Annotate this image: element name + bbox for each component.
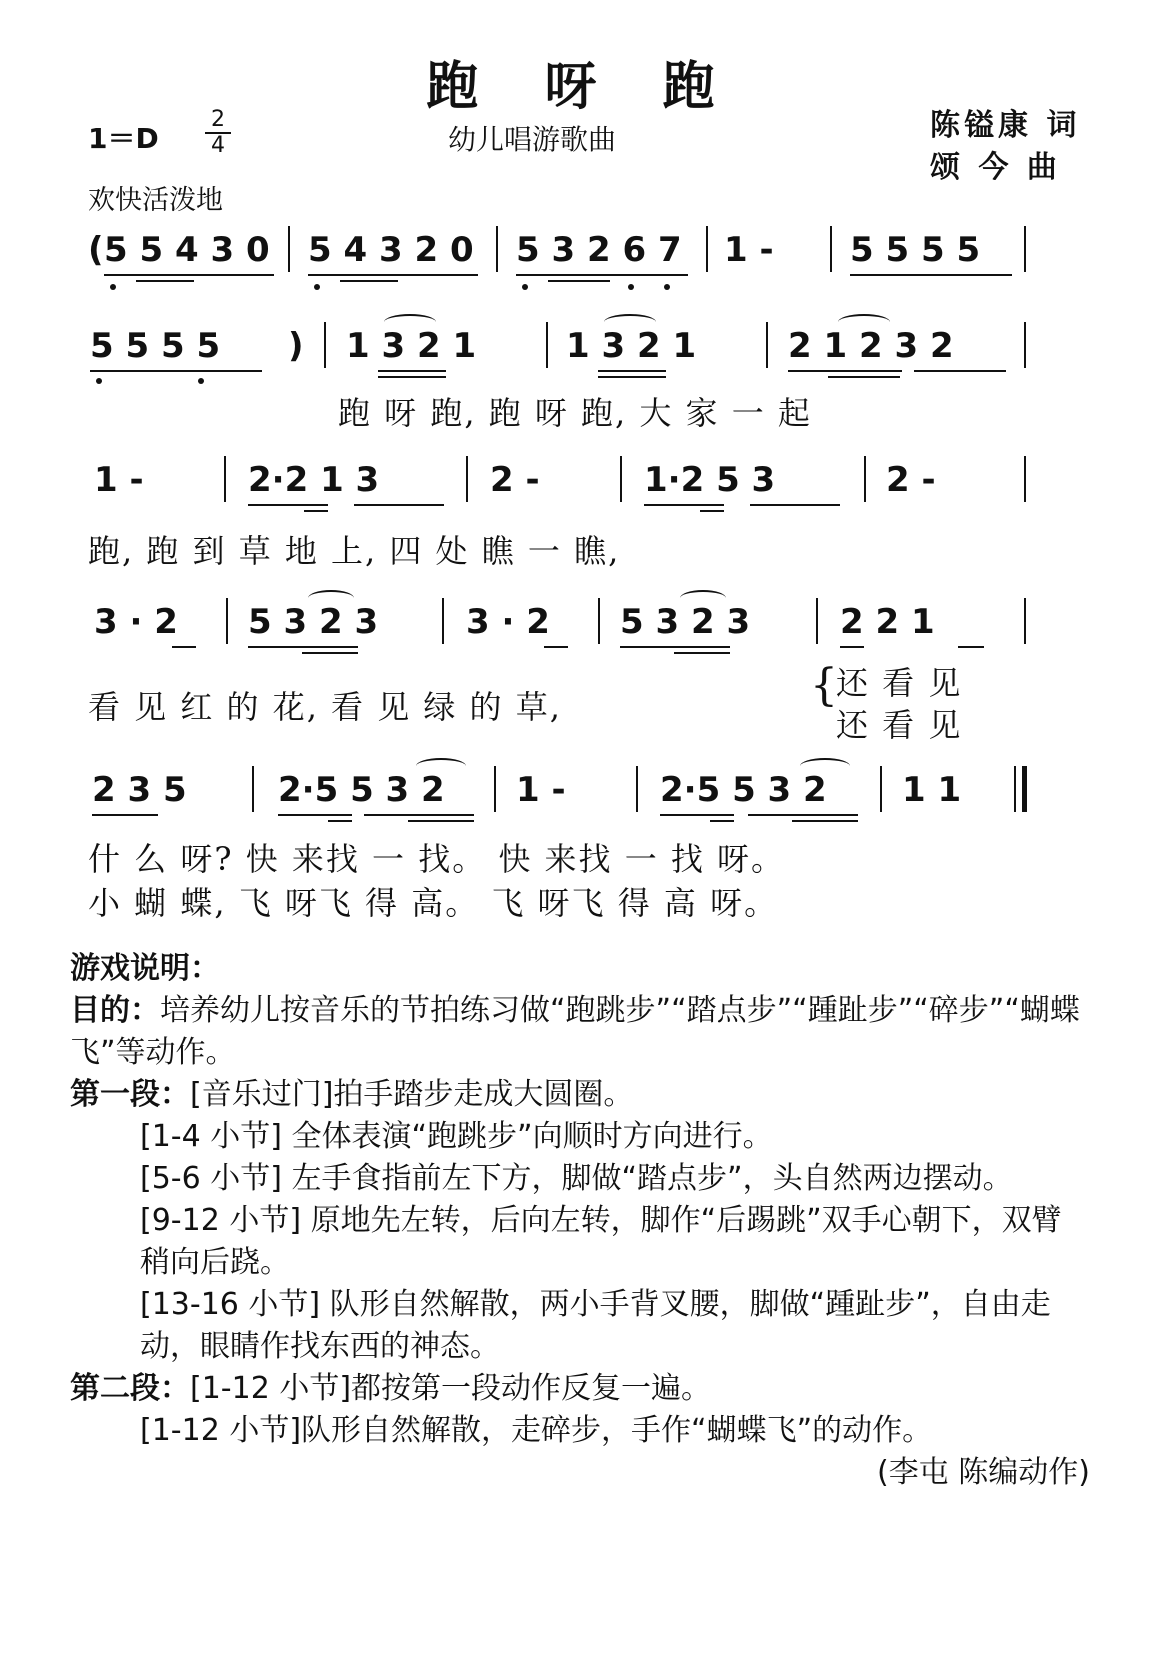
lyrics-line: 跑, 跑 到 草 地 上, 四 处 瞧 一 瞧, bbox=[88, 532, 621, 570]
measure: 5 5 5 5 bbox=[90, 326, 221, 366]
underline bbox=[598, 370, 666, 372]
octave-dot bbox=[198, 378, 204, 384]
section-2 bbox=[70, 1368, 1090, 1410]
barline bbox=[1024, 598, 1026, 644]
octave-dot bbox=[96, 378, 102, 384]
underline bbox=[378, 376, 446, 378]
measure: 5 3 2 3 bbox=[620, 602, 751, 642]
underline bbox=[914, 370, 1006, 372]
section-1-step: [5-6 小节] 左手食指前左下方，脚做“踏点步”，头自然两边摆动。 bbox=[140, 1161, 1013, 1196]
underline bbox=[340, 280, 398, 282]
score-row-3 bbox=[88, 456, 1088, 576]
barline bbox=[880, 766, 882, 812]
measure: 3 · 2 bbox=[466, 602, 550, 642]
measure: 2·5 5 3 2 bbox=[278, 770, 445, 810]
barline bbox=[1024, 322, 1026, 368]
underline bbox=[248, 504, 328, 506]
underline bbox=[172, 646, 196, 648]
measure: 2·2 1 3 bbox=[248, 460, 380, 500]
barline bbox=[598, 598, 600, 644]
barline bbox=[816, 598, 818, 644]
barline bbox=[1024, 456, 1026, 502]
octave-dot bbox=[110, 284, 116, 290]
underline bbox=[328, 820, 352, 822]
lyrics-line: 跑 呀 跑, 跑 呀 跑, 大 家 一 起 bbox=[338, 394, 812, 432]
measure: 1 3 2 1 bbox=[566, 326, 697, 366]
measure: 5 3 2 3 bbox=[248, 602, 379, 642]
barline bbox=[1024, 226, 1026, 272]
barline bbox=[1014, 766, 1016, 812]
measure: 1 1 bbox=[902, 770, 962, 810]
underline bbox=[598, 376, 666, 378]
underline bbox=[136, 280, 194, 282]
score-row-5 bbox=[88, 766, 1088, 926]
key-signature: 1＝D bbox=[88, 122, 159, 155]
underline bbox=[544, 646, 568, 648]
underline bbox=[104, 274, 274, 276]
instructions-goal bbox=[70, 990, 1090, 1074]
underline bbox=[278, 814, 352, 816]
underline bbox=[750, 504, 840, 506]
underline bbox=[364, 814, 474, 816]
measure: 2 1 2 3 2 bbox=[788, 326, 954, 366]
composer-credit: 颂 今 曲 bbox=[930, 150, 1061, 185]
measure: 2 - bbox=[490, 460, 540, 500]
underline bbox=[248, 646, 358, 648]
score-paren-open: ( bbox=[88, 230, 104, 270]
underline bbox=[674, 652, 730, 654]
slur bbox=[384, 314, 436, 330]
measure: 3 · 2 bbox=[94, 602, 178, 642]
lyrics-line-verse-1: 什 么 呀? 快 来找 一 找。 快 来找 一 找 呀。 bbox=[88, 840, 786, 878]
lyricist-credit: 陈镒康 词 bbox=[930, 108, 1081, 143]
measure: 5 5 5 5 bbox=[850, 230, 981, 270]
barline bbox=[466, 456, 468, 502]
barline bbox=[766, 322, 768, 368]
barline bbox=[442, 598, 444, 644]
song-title: 跑 呀 跑 bbox=[426, 56, 739, 117]
underline bbox=[828, 376, 900, 378]
barline bbox=[494, 766, 496, 812]
barline bbox=[706, 226, 708, 272]
underline bbox=[660, 814, 734, 816]
underline bbox=[840, 646, 864, 648]
slur bbox=[680, 590, 726, 606]
goal-text: 培养幼儿按音乐的节拍练习做“跑跳步”“踏点步”“踵趾步”“碎步”“蝴蝶飞”等动作。 bbox=[70, 993, 1080, 1070]
measure: 1 - bbox=[94, 460, 144, 500]
barline bbox=[496, 226, 498, 272]
barline bbox=[864, 456, 866, 502]
underline bbox=[700, 510, 724, 512]
barline bbox=[224, 456, 226, 502]
slur bbox=[800, 758, 850, 774]
measure: 5 3 2 6 7 bbox=[516, 230, 682, 270]
score-row-2 bbox=[88, 322, 1088, 432]
underline bbox=[788, 370, 902, 372]
section-1-text: [音乐过门]拍手踏步走成大圆圈。 bbox=[190, 1077, 634, 1112]
lyrics-line: 看 见 红 的 花, 看 见 绿 的 草, bbox=[88, 688, 562, 726]
barline bbox=[226, 598, 228, 644]
measure: 1·2 5 3 bbox=[644, 460, 776, 500]
barline bbox=[830, 226, 832, 272]
slur bbox=[838, 314, 890, 330]
octave-dot bbox=[664, 284, 670, 290]
lyrics-line-verse-2: 还 看 见 bbox=[836, 706, 963, 744]
underline bbox=[354, 504, 444, 506]
measure: 1 - bbox=[516, 770, 566, 810]
octave-dot bbox=[522, 284, 528, 290]
underline bbox=[710, 820, 734, 822]
measure: 2 - bbox=[886, 460, 936, 500]
section-1-step: [13-16 小节] 队形自然解散，两小手背叉腰，脚做“踵趾步”，自由走动，眼睛作找东西的神态。 bbox=[140, 1287, 1051, 1364]
measure: 1 - bbox=[724, 230, 774, 270]
slur bbox=[604, 314, 656, 330]
underline bbox=[308, 274, 478, 276]
lyrics-line-verse-2: 小 蝴 蝶, 飞 呀飞 得 高。 飞 呀飞 得 高 呀。 bbox=[88, 884, 779, 922]
choreography-credit: (李屯 陈编动作) bbox=[877, 1455, 1090, 1490]
measure: 5 5 4 3 0 bbox=[104, 230, 270, 270]
measure: 5 4 3 2 0 bbox=[308, 230, 474, 270]
barline bbox=[620, 456, 622, 502]
time-signature bbox=[205, 108, 231, 158]
barline bbox=[546, 322, 548, 368]
brace: { bbox=[810, 660, 840, 711]
lyrics-line-verse-1: 还 看 见 bbox=[836, 664, 963, 702]
tempo-marking: 欢快活泼地 bbox=[88, 185, 223, 216]
time-signature-bottom: 4 bbox=[211, 133, 225, 158]
time-signature-top: 2 bbox=[205, 108, 231, 134]
underline bbox=[958, 646, 984, 648]
underline bbox=[302, 652, 358, 654]
underline bbox=[644, 504, 724, 506]
section-2-step: [1-12 小节]队形自然解散，走碎步，手作“蝴蝶飞”的动作。 bbox=[140, 1413, 933, 1448]
measure: 2 2 1 bbox=[840, 602, 935, 642]
slur bbox=[416, 758, 466, 774]
measure: 1 3 2 1 bbox=[346, 326, 477, 366]
barline bbox=[288, 226, 290, 272]
measure: 2 3 5 bbox=[92, 770, 187, 810]
game-instructions bbox=[70, 948, 1090, 1494]
underline bbox=[548, 280, 610, 282]
final-barline bbox=[1022, 766, 1027, 812]
underline bbox=[378, 370, 446, 372]
section-1-step: [9-12 小节] 原地先左转，后向左转，脚作“后踢跳”双手心朝下，双臂稍向后跷。 bbox=[140, 1203, 1062, 1280]
underline bbox=[748, 814, 858, 816]
underline bbox=[620, 646, 730, 648]
barline bbox=[636, 766, 638, 812]
measure: 2·5 5 3 2 bbox=[660, 770, 827, 810]
barline bbox=[252, 766, 254, 812]
subtitle: 幼儿唱游歌曲 bbox=[448, 123, 617, 156]
score-row-4 bbox=[88, 598, 1088, 744]
barline bbox=[324, 322, 326, 368]
underline bbox=[304, 510, 328, 512]
section-1 bbox=[70, 1074, 1090, 1116]
octave-dot bbox=[628, 284, 634, 290]
section-1-label: 第一段： bbox=[70, 1077, 190, 1112]
score-row-1 bbox=[88, 226, 1088, 296]
underline bbox=[850, 274, 1012, 276]
section-2-text: [1-12 小节]都按第一段动作反复一遍。 bbox=[190, 1371, 712, 1406]
underline bbox=[92, 814, 158, 816]
section-2-label: 第二段： bbox=[70, 1371, 190, 1406]
goal-label: 目的： bbox=[70, 993, 160, 1028]
section-1-step: [1-4 小节] 全体表演“跑跳步”向顺时方向进行。 bbox=[140, 1119, 773, 1154]
score-paren-close: ) bbox=[288, 326, 304, 366]
underline bbox=[516, 274, 688, 276]
underline bbox=[408, 820, 474, 822]
slur bbox=[308, 590, 354, 606]
underline bbox=[90, 370, 262, 372]
instructions-heading: 游戏说明： bbox=[70, 951, 220, 986]
underline bbox=[792, 820, 858, 822]
octave-dot bbox=[314, 284, 320, 290]
